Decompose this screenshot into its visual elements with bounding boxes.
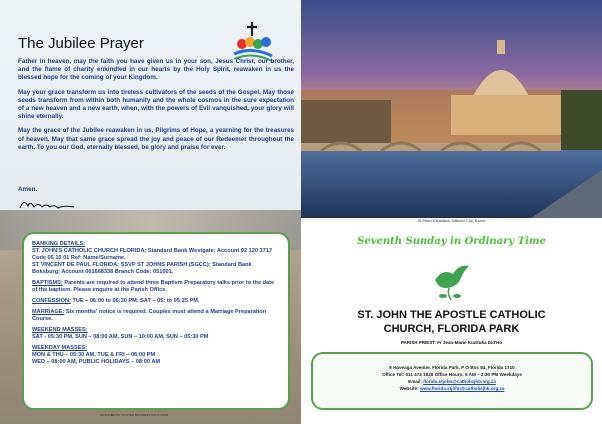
email-link[interactable]: florida.stjohn@catholicjhb.org.za [423,379,496,384]
pope-signature [18,196,78,212]
email-label: Email: [408,379,424,384]
weekday-masses-line-2: WED – 08:00 AM, PUBLIC HOLIDAYS – 08:00 AM [32,359,161,365]
confession-text: TUE – 06:00 to 06:30 PM; SAT – 05: to 05:25 PM. [70,298,200,304]
baptisms-text: Parents are required to attend three Baptism Preparatory talks prior to the date of the baptism. Please enquire at the Parish Office. [32,280,275,293]
parish-priest: PARISH PRIEST: Fr Jean-Marie Kuzituka Did'Ho [400,340,503,345]
prayer-amen: Amen. [18,186,38,193]
designer-credit: DESIGNED BY PILOTED BUSINESS SOLUTIONS [100,413,169,417]
banking-heading: BANKING DETAILS: [32,241,86,247]
baptisms-section [32,280,280,294]
right-panel [301,0,602,424]
website-label: Website: [399,386,420,391]
parish-info-box [22,232,290,410]
prayer-paragraph-3: May the grace of the Jubilee reawaken in us, Pilgrims of Hope, a yearning for the treasures of heaven. May that same grace spread the joy and peace of our Redeemer throughout the earth. To you our God, eternally blessed, be glory and praise for ever. [18,127,294,151]
dove-olive-branch-icon [429,258,475,302]
confession-section [32,298,280,305]
contact-office: Office Tel: 011 472 1928 Office Hours: 9 AM – 3:30 PM Weekdays [382,372,522,377]
prayer-paragraph-2: May your grace transform us into tireless cultivators of the seeds of the Gospel. May those seeds transform from within both humanity and the whole cosmos in the sure expectation of a new heaven and a new earth, when, with the powers of Evil vanquished, your glory will shine eternally. [18,88,294,121]
banking-svdp: ST VINCENT DE PAUL FLORIDA: SSVP ST JOHNS PARISH (SGCC); Standard Bank Boksburg; Account 061668338 Branch Code: 051001. [32,262,252,275]
baptisms-heading: BAPTISMS: [32,280,63,286]
weekday-masses-heading: WEEKDAY MASSES: [32,345,88,351]
prayer-paragraph-1: Father in heaven, may the faith you have given us in your son, Jesus Christ, our brother, and the flame of charity enkindled in our hearts by the Holy Spirit, reawaken in us the blessed hope for the coming of your Kingdom. [18,58,294,82]
weekday-masses-line-1: MON & THU – 05:30 AM, TUE & FRI – 06:00 PM [32,352,156,358]
photo-caption: St Peter's Basilica: Vatican City, Rome [417,218,486,223]
contact-box [311,352,593,410]
weekend-masses-heading: WEEKEND MASSES: [32,327,88,333]
contact-email-line [319,378,585,385]
prayer-title: The Jubilee Prayer [18,35,144,52]
liturgical-sunday-title: Seventh Sunday in Ordinary Time [357,236,546,247]
website-link[interactable]: www.florida.stjohn@catholicjhb.org.za [419,386,505,391]
weekend-masses-times: SAT - 05:30 PM, SUN – 08:00 AM, SUN – 10:00 AM, SUN – 05:30 PM [32,334,209,340]
church-name [301,308,602,336]
basilica-photo [301,0,602,218]
contact-address: 6 Haveaga Avenue, Florida Park, P O Box 84, Florida 1710 [389,365,515,370]
banking-church: ST. JOHN'S CATHOLIC CHURCH FLORIDA; Standard Bank Westgate; Account 02 120 3717 Code 05 10 01 Ref: Name/Surname. [32,248,272,261]
church-name-line-2: CHURCH, FLORIDA PARK [383,323,520,335]
contact-website-line [319,385,585,392]
weekend-masses-section [32,327,280,341]
church-name-line-1: ST. JOHN THE APOSTLE CATHOLIC [357,309,546,321]
weekday-masses-section [32,345,280,366]
confession-heading: CONFESSION: [32,298,71,304]
banking-section [32,241,280,276]
marriage-heading: MARRIAGE: [32,309,65,315]
marriage-text: Six months' notice is required. Couples must attend a Marriage Preparation Course. [32,309,267,322]
prayer-body [18,58,294,158]
marriage-section [32,309,280,323]
